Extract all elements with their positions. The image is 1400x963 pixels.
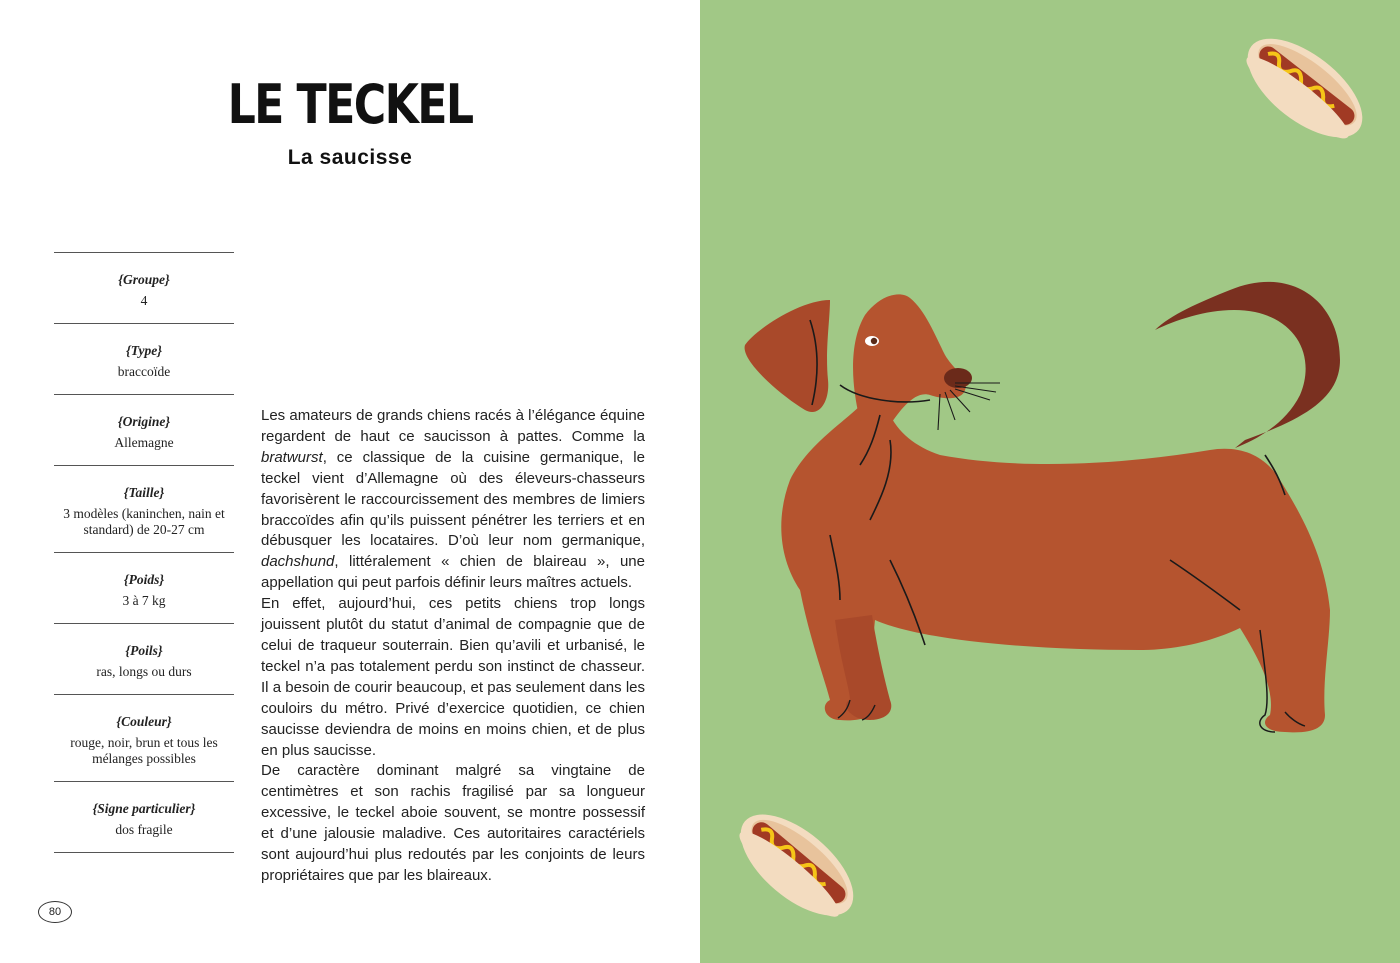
fact-sheet xyxy=(54,252,234,853)
fact-label: {Origine} xyxy=(117,414,171,429)
emphasis-bratwurst: bratwurst xyxy=(261,448,323,466)
fact-value: braccoïde xyxy=(117,364,171,379)
fact-value: Allemagne xyxy=(114,435,174,450)
fact-signe-particulier xyxy=(54,781,234,853)
fact-couleur xyxy=(54,694,234,781)
illustration-page xyxy=(700,0,1400,963)
fact-value: 4 xyxy=(140,293,148,308)
fact-value: dos fragile xyxy=(115,822,173,837)
fact-groupe xyxy=(54,252,234,323)
fact-poils xyxy=(54,623,234,694)
fact-value: 3 à 7 kg xyxy=(122,593,166,608)
dachshund-figure xyxy=(745,282,1340,733)
fact-label: {Poils} xyxy=(125,643,163,658)
page-subtitle: La saucisse xyxy=(287,146,413,169)
fact-label: {Poids} xyxy=(123,572,165,587)
fact-taille xyxy=(54,465,234,552)
fact-poids xyxy=(54,552,234,623)
hotdog-icon xyxy=(724,796,871,934)
paragraph-2: En effet, aujourd’hui, ces petits chiens trop longs jouissent plutôt du statut d’animal de compagnie que de celui de traqueur souterrain. Bien qu’avili et urbanisé, le teckel n’a pas totalement perdu son instinct de chasseur. Il a besoin de courir beaucoup, et pas seulement dans les couloirs du métro. Privé d’exercice quotidien, ce chien saucisse deviendra de moins en moins chien, et de plus en plus saucisse. xyxy=(261,595,645,759)
fact-value: 3 modèles (kaninchen, nain et standard) de 20-27 cm xyxy=(63,506,225,537)
fact-label: {Groupe} xyxy=(118,272,170,287)
paragraph-3: De caractère dominant malgré sa vingtaine de centimètres et son rachis fragilisé par sa longueur excessive, le teckel aboie souvent, se montre possessif et d’une jalousie maladive. Ces autoritaires caractériels sont aujourd’hui plus redoutés par les conjoints de leurs propriétaires que par les blaireaux. xyxy=(261,762,645,884)
emphasis-dachshund: dachshund xyxy=(261,553,335,571)
hotdog-icon xyxy=(1231,20,1379,156)
body-text xyxy=(261,406,645,887)
fact-value: rouge, noir, brun et tous les mélanges possibles xyxy=(70,735,218,766)
page-number: 80 xyxy=(38,901,72,923)
fact-label: {Type} xyxy=(126,343,162,358)
fact-label: {Signe particulier} xyxy=(92,801,196,816)
paragraph-1: Les amateurs de grands chiens racés à l’élégance équine regardent de haut ce saucisson à pattes. Comme la bratwurst, ce classique de la cuisine germanique, le teckel vient d’Allemagne où des éleveurs-chasseurs favorisèrent le raccourcissement des membres de limiers braccoïdes afin qu’ils puissent pénétrer les terriers et en débusquer les locataires. D’où leur nom germanique, dachshund, littéralement « chien de blaireau », une appellation qui peut parfois définir leurs maîtres actuels. xyxy=(261,407,645,592)
fact-type xyxy=(54,323,234,394)
fact-value: ras, longs ou durs xyxy=(96,664,192,679)
dachshund-illustration xyxy=(700,0,1400,963)
page-title: LE TECKEL xyxy=(227,73,473,136)
fact-label: {Taille} xyxy=(123,485,165,500)
fact-origine xyxy=(54,394,234,465)
fact-label: {Couleur} xyxy=(116,714,172,729)
